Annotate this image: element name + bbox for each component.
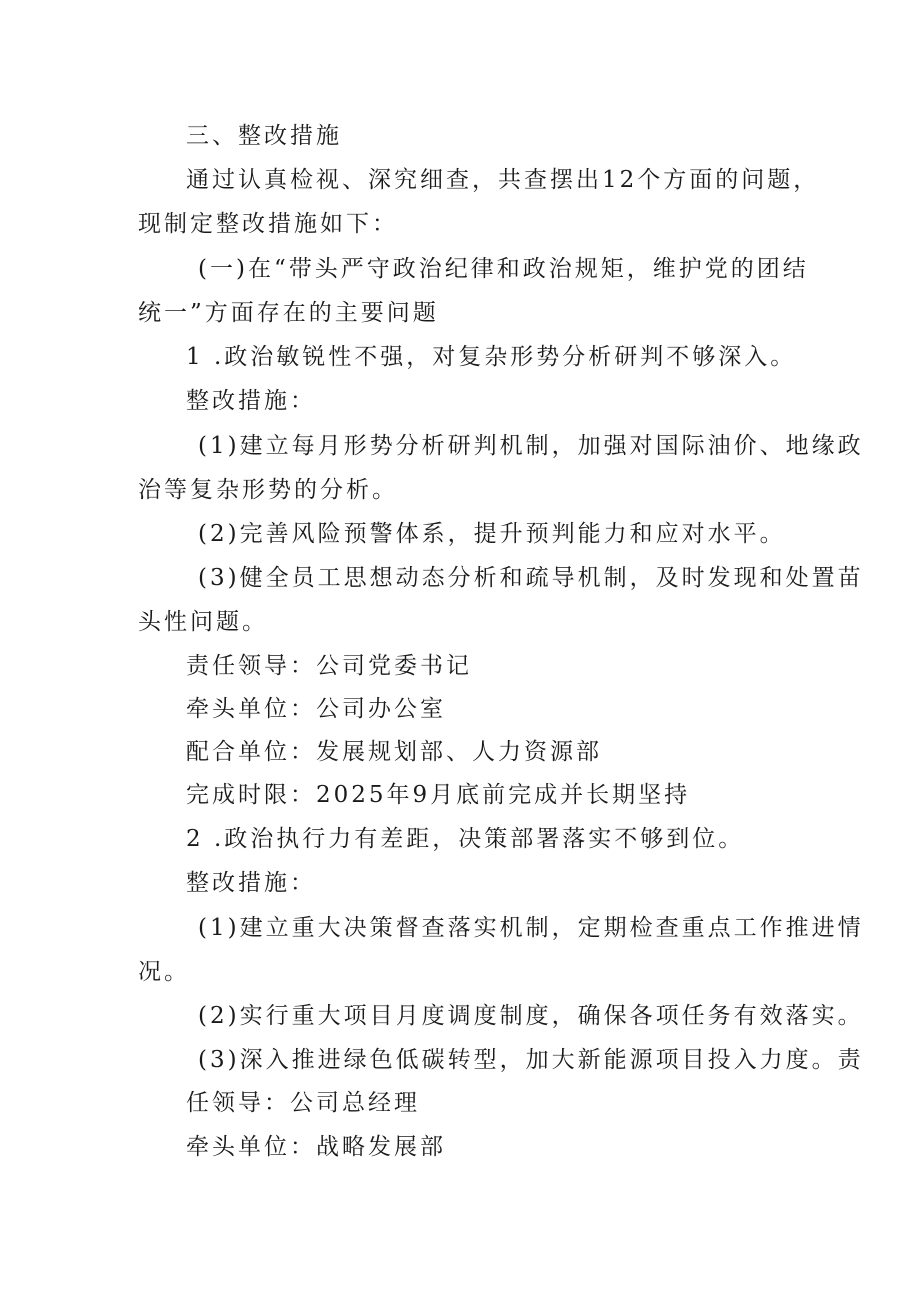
item1-measure-1-line-2: 治等复杂形势的分析。 [138,477,398,503]
item1-measures-label: 整改措施： [186,388,316,414]
item2-measures-label: 整改措施： [186,870,316,896]
item1-cooperating-units: 配合单位：发展规划部、人力资源部 [186,739,602,765]
item1-measure-3-line-1: (3)健全员工思想动态分析和疏导机制，及时发现和处置苗 [198,565,864,591]
intro-line-1: 通过认真检视、深究细查，共查摆出12个方面的问题， [186,167,820,193]
subsection-title-line-1: (一)在“带头严守政治纪律和政治规矩，维护党的团结 [198,256,809,282]
item2-title: 2 .政治执行力有差距，决策部署落实不够到位。 [186,826,745,852]
item2-lead-unit: 牵头单位：战略发展部 [186,1134,446,1160]
item1-title: 1 .政治敏锐性不强，对复杂形势分析研判不够深入。 [186,344,797,370]
item1-measure-2: (2)完善风险预警体系，提升预判能力和应对水平。 [198,521,786,547]
item2-measure-1-line-2: 况。 [138,959,190,985]
section-heading: 三、整改措施 [186,123,342,149]
item1-responsible-leader: 责任领导：公司党委书记 [186,653,472,679]
item2-measure-3-line-1: (3)深入推进绿色低碳转型，加大新能源项目投入力度。责 [198,1047,864,1073]
item2-measure-2: (2)实行重大项目月度调度制度，确保各项任务有效落实。 [198,1003,864,1029]
subsection-title-line-2: 统一”方面存在的主要问题 [138,300,439,326]
item1-measure-3-line-2: 头性问题。 [138,609,268,635]
item1-deadline: 完成时限：2025年9月底前完成并长期坚持 [186,782,691,808]
intro-line-2: 现制定整改措施如下： [138,211,398,237]
item1-lead-unit: 牵头单位：公司办公室 [186,696,446,722]
item2-measure-1-line-1: (1)建立重大决策督查落实机制，定期检查重点工作推进情 [198,915,864,941]
item1-measure-1-line-1: (1)建立每月形势分析研判机制，加强对国际油价、地缘政 [198,433,864,459]
item2-measure-3-line-2: 任领导：公司总经理 [186,1090,420,1116]
